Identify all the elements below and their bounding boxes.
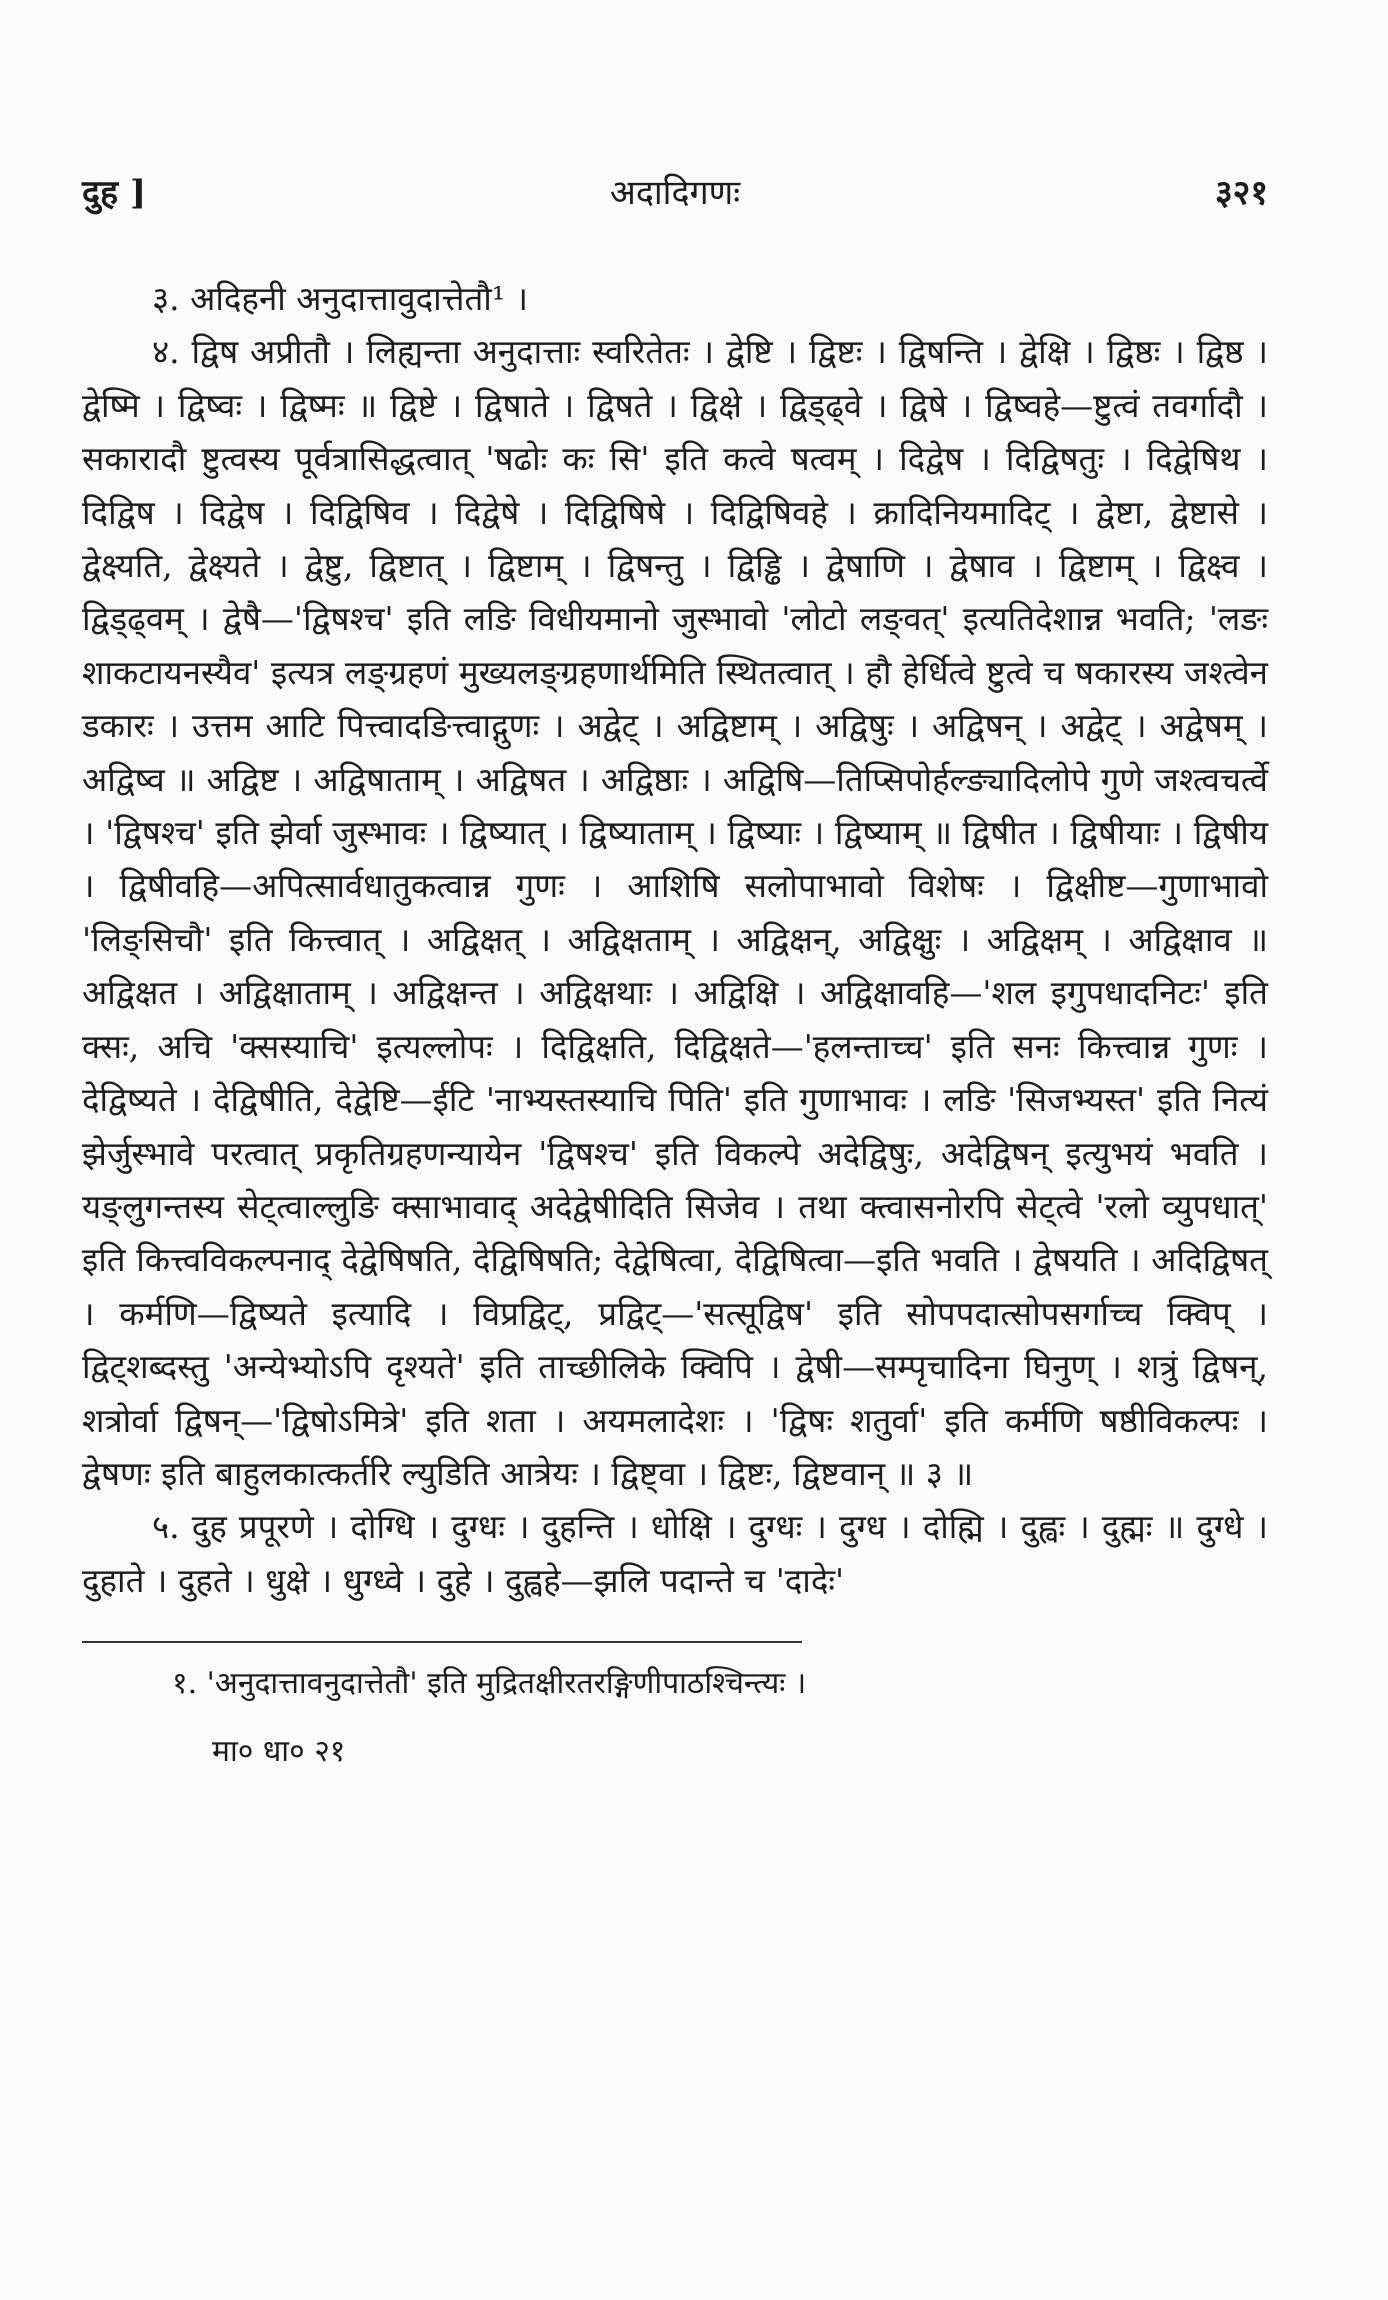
body-text bbox=[82, 272, 1268, 1607]
footnote-divider bbox=[82, 1641, 802, 1643]
paragraph-1: ३. अदिहनी अनुदात्तावुदात्तेतौ¹ । bbox=[152, 279, 529, 318]
page-number: ३२१ bbox=[1214, 173, 1268, 213]
paragraph-2: ४. द्विष अप्रीतौ । लिह्यन्ता अनुदात्ताः स्वरितेतः । द्वेष्टि । द्विष्टः । द्विषन्ति । द्वेक्षि । द्विष्ठः । द्विष्ठ । द्वेष्मि । द्विष्वः । द्विष्मः ॥ द्विष्टे । द्विषाते । द्विषते । द्विक्षे । द्विड्ढ्वे । द्विषे । द्विष्वहे—ष्टुत्वं तवर्गादौ । सकारादौ ष्टुत्वस्य पूर्वत्रासिद्धत्वात् 'षढोः कः सि' इति कत्वे षत्वम् । दिद्वेष । दिद्विषतुः । दिद्वेषिथ । दिद्विष । दिद्वेष । दिद्विषिव । दिद्वेषे । दिद्विषिषे । दिद्विषिवहे । क्रादिनियमादिट् । द्वेष्टा, द्वेष्टासे । द्वेक्ष्यति, द्वेक्ष्यते । द्वेष्टु, द्विष्टात् । द्विष्टाम् । द्विषन्तु । द्विड्ढि । द्वेषाणि । द्वेषाव । द्विष्टाम् । द्विक्ष्व । द्विड्ढ्वम् । द्वेषै—'द्विषश्च' इति लङि विधीयमानो जुस्भावो 'लोटो लङ्वत्' इत्यतिदेशान्न भवति; 'लङः शाकटायनस्यैव' इत्यत्र लङ्ग्रहणं मुख्यलङ्ग्रहणार्थमिति स्थितत्वात् । हौ हेर्धित्वे ष्टुत्वे च षकारस्य जश्त्वेन डकारः । उत्तम आटि पित्त्वादङित्त्वाद्गुणः । अद्वेट् । अद्विष्टाम् । अद्विषुः । अद्विषन् । अद्वेट् । अद्वेषम् । अद्विष्व ॥ अद्विष्ट । अद्विषाताम् । अद्विषत । अद्विष्ठाः । अद्विषि—तिप्सिपोर्हल्ङ्यादिलोपे गुणे जश्त्वचर्त्वे । 'द्विषश्च' इति झेर्वा जुस्भावः । द्विष्यात् । द्विष्याताम् । द्विष्याः । द्विष्याम् ॥ द्विषीत । द्विषीयाः । द्विषीय । द्विषीवहि—अपित्सार्वधातुकत्वान्न गुणः । आशिषि सलोपाभावो विशेषः । द्विक्षीष्ट—गुणाभावो 'लिङ्सिचौ' इति कित्त्वात् । अद्विक्षत् । अद्विक्षताम् । अद्विक्षन्, अद्विक्षुः । अद्विक्षम् । अद्विक्षाव ॥ अद्विक्षत । अद्विक्षाताम् । अद्विक्षन्त । अद्विक्षथाः । अद्विक्षि । अद्विक्षावहि—'शल इगुपधादनिटः' इति क्सः, अचि 'क्सस्याचि' इत्यल्लोपः । दिद्विक्षति, दिद्विक्षते—'हलन्ताच्च' इति सनः कित्त्वान्न गुणः । देद्विष्यते । देद्विषीति, देद्वेष्टि—ईटि 'नाभ्यस्तस्याचि पिति' इति गुणाभावः । लङि 'सिजभ्यस्त' इति नित्यं झेर्जुस्भावे परत्वात् प्रकृतिग्रहणन्यायेन 'द्विषश्च' इति विकल्पे अदेद्विषुः, अदेद्विषन् इत्युभयं भवति । यङ्लुगन्तस्य सेट्त्वाल्लुङि क्साभावाद् अदेद्वेषीदिति सिजेव । तथा क्त्वासनोरपि सेट्त्वे 'रलो व्युपधात्' इति कित्त्वविकल्पनाद् देद्वेषिषति, देद्विषिषति; देद्वेषित्वा, देद्विषित्वा—इति भवति । द्वेषयति । अदिद्विषत् । कर्मणि—द्विष्यते इत्यादि । विप्रद्विट्, प्रद्विट्—'सत्सूद्विष' इति सोपपदात्सोपसर्गाच्च क्विप् । द्विट्शब्दस्तु 'अन्येभ्योऽपि दृश्यते' इति ताच्छीलिके क्विपि । द्वेषी—सम्पृचादिना घिनुण् । शत्रुं द्विषन्, शत्रोर्वा द्विषन्—'द्विषोऽमित्रे' इति शता । अयमलादेशः । 'द्विषः शतुर्वा' इति कर्मणि षष्ठीविकल्पः । द्वेषणः इति बाहुलकात्कर्तरि ल्युडिति आत्रेयः । द्विष्ट्वा । द्विष्टः, द्विष्टवान् ॥ ३ ॥ bbox=[82, 332, 1268, 1493]
signature-mark: मा० धा० २१ bbox=[212, 1734, 346, 1770]
header-center-title: अदादिगणः bbox=[609, 173, 741, 213]
running-head bbox=[82, 168, 1268, 228]
footnote: १. 'अनुदात्तावनुदात्तेतौ' इति मुद्रितक्षीरतरङ्गिणीपाठश्चिन्त्यः । bbox=[172, 1666, 807, 1702]
paragraph-3: ५. दुह प्रपूरणे । दोग्धि । दुग्धः । दुहन्ति । धोक्षि । दुग्धः । दुग्ध । दोह्मि । दुह्वः । दुह्मः ॥ दुग्धे । दुहाते । दुहते । धुक्षे । धुग्ध्वे । दुहे । दुह्वहे—झलि पदान्ते च 'दादेः' bbox=[82, 1507, 1268, 1600]
header-left: दुह ] bbox=[82, 173, 147, 213]
